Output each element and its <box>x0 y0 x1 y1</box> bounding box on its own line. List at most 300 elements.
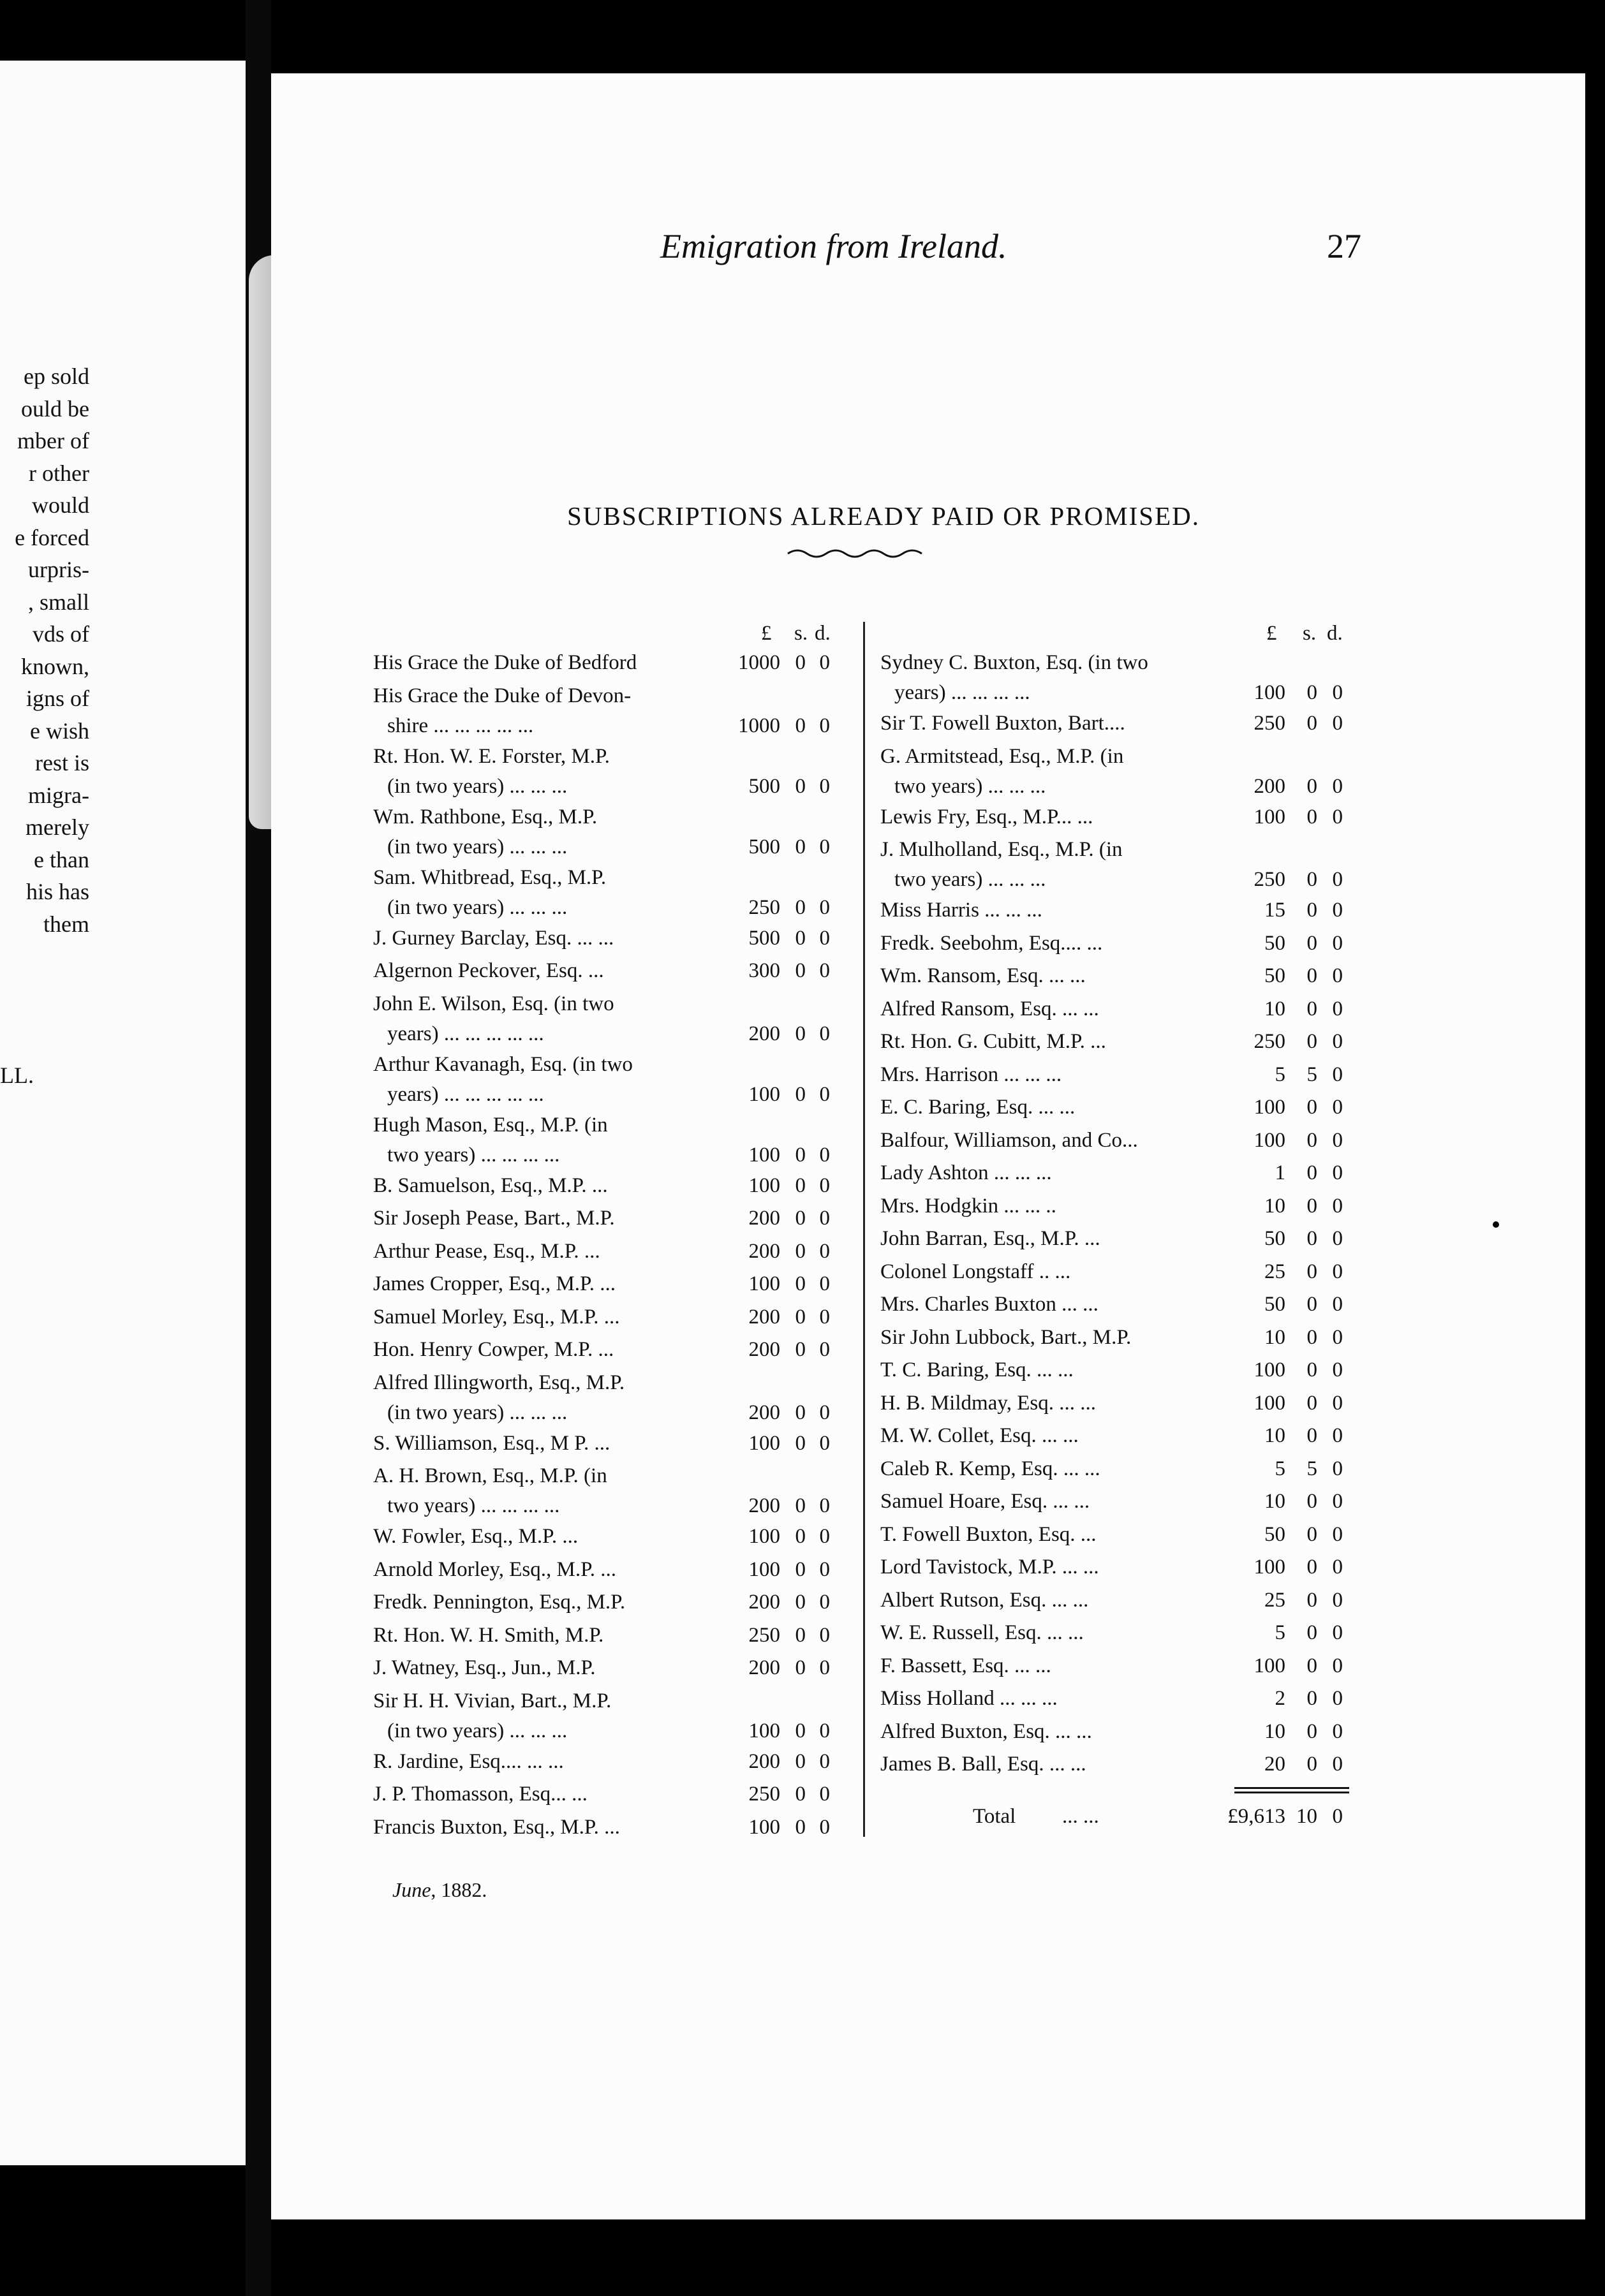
subscriber-row <box>880 1424 1378 1457</box>
subscriber-row <box>373 1306 861 1339</box>
amount-shillings: 0 <box>1306 1588 1317 1612</box>
amount-pounds: 10 <box>1264 997 1285 1020</box>
amount-pounds: 250 <box>1254 868 1285 891</box>
amount-pounds: 100 <box>748 1525 780 1548</box>
amount-shillings: 0 <box>795 926 806 950</box>
amount-pounds: 100 <box>748 1557 780 1581</box>
amount-shillings: 0 <box>795 1623 806 1647</box>
amount-shillings: 0 <box>1306 774 1317 798</box>
amount-pounds: 200 <box>748 1022 780 1045</box>
amount-pence: 0 <box>819 1591 830 1614</box>
subscriber-name: Francis Buxton, Esq., M.P. ... <box>373 1815 620 1839</box>
amount-pence: 0 <box>1332 1030 1343 1053</box>
amount-pence: 0 <box>1332 899 1343 922</box>
amount-pounds: 250 <box>1254 1030 1285 1053</box>
subscriber-row <box>373 1558 861 1591</box>
amount-pounds: 200 <box>748 1207 780 1230</box>
amount-pounds: 100 <box>748 1815 780 1839</box>
subscriber-name: W. E. Russell, Esq. ... ... <box>880 1621 1084 1644</box>
subscriber-name: John E. Wilson, Esq. (in two <box>373 992 614 1015</box>
subscriber-row <box>373 651 861 684</box>
amount-shillings: 0 <box>795 1022 806 1045</box>
left-page-line: , small <box>28 589 89 615</box>
pence-header: d. <box>1327 622 1343 645</box>
amount-pence: 0 <box>819 895 830 919</box>
subscriber-name: Rt. Hon. W. H. Smith, M.P. <box>373 1623 604 1647</box>
subscriber-name: Albert Rutson, Esq. ... ... <box>880 1588 1089 1612</box>
subscriber-name: Lady Ashton ... ... ... <box>880 1161 1052 1184</box>
subscriber-row <box>373 959 861 992</box>
amount-pounds: 10 <box>1264 1194 1285 1218</box>
subscriber-name: Caleb R. Kemp, Esq. ... ... <box>880 1457 1100 1480</box>
amount-pence: 0 <box>819 1272 830 1295</box>
subscriber-name: H. B. Mildmay, Esq. ... ... <box>880 1391 1096 1415</box>
total-pounds: £9,613 <box>1227 1805 1285 1828</box>
amount-shillings: 0 <box>1306 997 1317 1020</box>
subscriber-row <box>373 1207 861 1240</box>
subscriber-name: Sir Joseph Pease, Bart., M.P. <box>373 1207 615 1230</box>
running-title: Emigration from Ireland. <box>660 227 1007 265</box>
left-page-ll: LL. <box>0 1063 34 1088</box>
subscriber-row <box>373 1240 861 1273</box>
amount-shillings: 0 <box>1306 868 1317 891</box>
amount-shillings: 0 <box>1306 899 1317 922</box>
amount-pence: 0 <box>819 1749 830 1773</box>
amount-pounds: 1000 <box>738 651 780 674</box>
subscriber-row <box>880 932 1378 965</box>
amount-shillings: 0 <box>795 1305 806 1328</box>
amount-shillings: 0 <box>795 1557 806 1581</box>
date-line <box>392 1878 487 1902</box>
ink-speck <box>1493 1221 1499 1228</box>
subscriber-row <box>880 806 1378 839</box>
amount-shillings: 0 <box>795 1174 806 1197</box>
subscriber-name: Sir John Lubbock, Bart., M.P. <box>880 1325 1132 1349</box>
amount-pounds: 10 <box>1264 1424 1285 1447</box>
subscriber-name: Hugh Mason, Esq., M.P. (in <box>373 1113 608 1137</box>
subscriber-name: J. Watney, Esq., Jun., M.P. <box>373 1656 596 1679</box>
amount-shillings: 0 <box>1306 1719 1317 1743</box>
amount-shillings: 0 <box>1306 1391 1317 1415</box>
shillings-header: s. <box>1303 622 1317 645</box>
amount-pounds: 100 <box>1254 1391 1285 1415</box>
amount-pounds: 100 <box>1254 1358 1285 1381</box>
subscriber-name: Hon. Henry Cowper, M.P. ... <box>373 1338 614 1361</box>
subscriber-row <box>373 1783 861 1816</box>
amount-shillings: 0 <box>795 774 806 798</box>
subscriber-name: Miss Harris ... ... ... <box>880 899 1042 922</box>
left-page-text <box>0 360 89 940</box>
amount-shillings: 0 <box>1306 1096 1317 1119</box>
subscriber-name: Wm. Rathbone, Esq., M.P. <box>373 805 598 828</box>
subscriber-row <box>880 1161 1378 1195</box>
amount-shillings: 0 <box>795 1143 806 1166</box>
amount-pence: 0 <box>819 1494 830 1517</box>
amount-pence: 0 <box>1332 1194 1343 1218</box>
left-page-line: rest is <box>35 750 89 776</box>
subscriber-name: Arnold Morley, Esq., M.P. ... <box>373 1557 617 1581</box>
subscriber-row <box>373 1114 861 1174</box>
amount-pence: 0 <box>1332 1424 1343 1447</box>
left-page-line: known, <box>21 653 89 679</box>
amount-pounds: 250 <box>1254 712 1285 735</box>
amount-shillings: 0 <box>795 835 806 858</box>
subscriber-name: Sam. Whitbread, Esq., M.P. <box>373 865 607 889</box>
left-page-line: migra- <box>28 782 89 808</box>
amount-pence: 0 <box>1332 1260 1343 1283</box>
subscriber-name: W. Fowler, Esq., M.P. ... <box>373 1525 579 1548</box>
subscriber-name: John Barran, Esq., M.P. ... <box>880 1227 1100 1250</box>
amount-pounds: 100 <box>1254 805 1285 828</box>
right-rows <box>880 651 1378 1786</box>
subscriber-row <box>373 806 861 866</box>
left-rows <box>373 651 861 1848</box>
subscriber-row <box>373 745 861 806</box>
left-page-line: mber of <box>17 428 89 453</box>
amount-pence: 0 <box>1332 1227 1343 1250</box>
subscriber-name: T. Fowell Buxton, Esq. ... <box>880 1522 1097 1546</box>
amount-shillings: 0 <box>795 1783 806 1806</box>
amount-shillings: 0 <box>1306 931 1317 955</box>
subscriber-row <box>373 1053 861 1114</box>
amount-shillings: 0 <box>1306 1030 1317 1053</box>
amount-pence: 0 <box>1332 1654 1343 1677</box>
subscriber-row <box>373 1338 861 1371</box>
subscriber-name: Wm. Ransom, Esq. ... ... <box>880 964 1086 987</box>
amount-pounds: 500 <box>748 835 780 858</box>
amount-pounds: 100 <box>748 1272 780 1295</box>
subscriber-name: Fredk. Pennington, Esq., M.P. <box>373 1591 626 1614</box>
subscriber-name: James B. Ball, Esq. ... ... <box>880 1753 1086 1776</box>
left-page-line: his has <box>26 879 89 904</box>
amount-pence: 0 <box>1332 1556 1343 1578</box>
subscriber-name: Sydney C. Buxton, Esq. (in two <box>880 651 1148 674</box>
amount-pounds: 100 <box>1254 1096 1285 1119</box>
amount-pounds: 50 <box>1264 1522 1285 1546</box>
amount-pounds: 50 <box>1264 1227 1285 1250</box>
subscriber-name-continued: two years) ... ... ... <box>894 868 1046 891</box>
section-title: SUBSCRIPTIONS ALREADY PAID OR PROMISED. <box>567 501 1200 531</box>
subscriber-row <box>373 684 861 745</box>
amount-shillings: 0 <box>795 1591 806 1614</box>
subscriber-name: Mrs. Charles Buxton ... ... <box>880 1293 1098 1316</box>
amount-shillings: 0 <box>1306 1325 1317 1349</box>
left-page-line: ep sold <box>24 364 89 389</box>
amount-pence: 0 <box>1332 1063 1343 1086</box>
amount-pence: 0 <box>819 1525 830 1548</box>
column-header <box>373 622 861 651</box>
amount-pence: 0 <box>819 1239 830 1263</box>
subscriptions-left-column <box>373 622 861 1848</box>
amount-pounds: 100 <box>748 1719 780 1742</box>
subscriber-name: Mrs. Harrison ... ... ... <box>880 1063 1062 1086</box>
amount-pence: 0 <box>819 1815 830 1839</box>
amount-shillings: 0 <box>795 1749 806 1773</box>
total-rule <box>1234 1787 1349 1793</box>
amount-pounds: 100 <box>1254 681 1285 704</box>
subscriber-name: J. P. Thomasson, Esq... ... <box>373 1783 588 1806</box>
amount-pence: 0 <box>1332 1687 1343 1710</box>
subscriber-row <box>880 1589 1378 1622</box>
flourish-ornament <box>785 547 925 560</box>
column-header <box>880 622 1378 651</box>
amount-shillings: 0 <box>1306 1522 1317 1546</box>
subscriber-name: Mrs. Hodgkin ... ... .. <box>880 1194 1056 1218</box>
amount-pounds: 50 <box>1264 1293 1285 1316</box>
amount-pence: 0 <box>1332 1719 1343 1743</box>
amount-shillings: 0 <box>1306 964 1317 987</box>
subscriber-name-continued: (in two years) ... ... ... <box>387 835 568 858</box>
subscriber-row <box>880 899 1378 932</box>
amount-shillings: 0 <box>795 651 806 674</box>
amount-pence: 0 <box>819 1174 830 1197</box>
amount-shillings: 0 <box>1306 1621 1317 1644</box>
amount-pounds: 2 <box>1275 1687 1285 1710</box>
amount-pounds: 50 <box>1264 931 1285 955</box>
subscriber-name: Rt. Hon. G. Cubitt, M.P. ... <box>880 1030 1106 1053</box>
left-page-line: would <box>32 492 89 518</box>
amount-pence: 0 <box>819 774 830 798</box>
amount-shillings: 0 <box>1306 1227 1317 1250</box>
amount-pence: 0 <box>1332 805 1343 828</box>
amount-pence: 0 <box>1332 964 1343 987</box>
subscriber-row <box>880 1195 1378 1228</box>
subscriber-name: James Cropper, Esq., M.P. ... <box>373 1272 616 1295</box>
amount-pounds: 100 <box>748 1431 780 1455</box>
subscriber-row <box>880 1720 1378 1753</box>
amount-pence: 0 <box>819 1656 830 1679</box>
subscriber-name-continued: (in two years) ... ... ... <box>387 774 568 798</box>
amount-pence: 0 <box>819 1719 830 1742</box>
amount-pence: 0 <box>1332 774 1343 798</box>
amount-shillings: 0 <box>1306 1687 1317 1710</box>
amount-pounds: 50 <box>1264 964 1285 987</box>
subscriber-row <box>880 1523 1378 1556</box>
subscriber-name: M. W. Collet, Esq. ... ... <box>880 1424 1079 1447</box>
subscriber-name-continued: two years) ... ... ... ... <box>387 1143 560 1166</box>
subscriber-name: Arthur Kavanagh, Esq. (in two <box>373 1052 633 1076</box>
total-row <box>880 1805 1378 1837</box>
subscriber-row <box>373 1656 861 1689</box>
left-page-line: r other <box>29 460 89 486</box>
amount-pounds: 200 <box>748 1338 780 1361</box>
pounds-header: £ <box>1266 622 1277 645</box>
amount-pence: 0 <box>819 1557 830 1581</box>
amount-pence: 0 <box>1332 1096 1343 1119</box>
subscriber-row <box>880 1753 1378 1786</box>
amount-pence: 0 <box>819 1143 830 1166</box>
subscriber-name: Alfred Ransom, Esq. ... ... <box>880 997 1099 1020</box>
amount-pounds: 1 <box>1275 1161 1285 1184</box>
amount-shillings: 0 <box>1306 1490 1317 1513</box>
subscriber-row <box>880 1129 1378 1162</box>
amount-shillings: 0 <box>795 895 806 919</box>
subscriber-name: Rt. Hon. W. E. Forster, M.P. <box>373 744 610 768</box>
subscriber-name-continued: (in two years) ... ... ... <box>387 1719 568 1742</box>
subscriber-name: Samuel Morley, Esq., M.P. ... <box>373 1305 620 1328</box>
left-page-line: e wish <box>30 718 89 744</box>
amount-shillings: 0 <box>1306 1260 1317 1283</box>
subscriber-row <box>880 1227 1378 1260</box>
amount-pounds: 10 <box>1264 1490 1285 1513</box>
amount-shillings: 0 <box>1306 1161 1317 1184</box>
subscriber-row <box>880 1326 1378 1359</box>
amount-shillings: 0 <box>795 959 806 982</box>
subscriber-name: Samuel Hoare, Esq. ... ... <box>880 1490 1090 1513</box>
subscriber-name: Arthur Pease, Esq., M.P. ... <box>373 1239 600 1263</box>
amount-pounds: 5 <box>1275 1063 1285 1086</box>
subscriber-name: B. Samuelson, Esq., M.P. ... <box>373 1174 608 1197</box>
subscriber-row <box>880 1556 1378 1589</box>
subscriber-row <box>880 745 1378 806</box>
left-page-line: them <box>43 911 89 937</box>
subscriber-name: A. H. Brown, Esq., M.P. (in <box>373 1464 607 1487</box>
subscriber-name: Alfred Illingworth, Esq., M.P. <box>373 1371 625 1394</box>
amount-pounds: 15 <box>1264 899 1285 922</box>
subscriber-row <box>880 1490 1378 1523</box>
subscriber-row <box>373 1624 861 1657</box>
subscriber-name: His Grace the Duke of Bedford <box>373 651 637 674</box>
date-year: , 1882. <box>431 1878 487 1901</box>
amount-shillings: 0 <box>1306 1654 1317 1677</box>
amount-pence: 0 <box>1332 1490 1343 1513</box>
amount-pounds: 5 <box>1275 1621 1285 1644</box>
amount-pounds: 200 <box>748 1305 780 1328</box>
subscriber-row <box>880 1457 1378 1490</box>
amount-shillings: 0 <box>795 1401 806 1424</box>
amount-shillings: 0 <box>795 1272 806 1295</box>
subscriber-name-continued: two years) ... ... ... <box>894 774 1046 798</box>
subscriber-row <box>880 1621 1378 1654</box>
subscriber-name-continued: (in two years) ... ... ... <box>387 895 568 919</box>
subscriber-name: Lewis Fry, Esq., M.P... ... <box>880 805 1093 828</box>
amount-shillings: 0 <box>1306 1424 1317 1447</box>
amount-pounds: 25 <box>1264 1588 1285 1612</box>
amount-pence: 0 <box>1332 1293 1343 1316</box>
subscriber-name: R. Jardine, Esq.... ... ... <box>373 1749 564 1773</box>
amount-pence: 0 <box>819 1401 830 1424</box>
subscriber-row <box>373 1689 861 1750</box>
left-page-line: urpris- <box>28 557 89 582</box>
subscriber-row <box>373 1371 861 1432</box>
amount-pence: 0 <box>819 1022 830 1045</box>
amount-pence: 0 <box>1332 1753 1343 1776</box>
subscriber-name: T. C. Baring, Esq. ... ... <box>880 1358 1074 1381</box>
subscriber-row <box>880 997 1378 1031</box>
subscriber-row <box>880 964 1378 997</box>
subscriber-row <box>880 712 1378 745</box>
amount-pounds: 10 <box>1264 1719 1285 1743</box>
amount-pounds: 200 <box>748 1494 780 1517</box>
amount-shillings: 0 <box>795 1338 806 1361</box>
subscriber-row <box>880 1654 1378 1688</box>
subscriber-name: Fredk. Seebohm, Esq.... ... <box>880 931 1103 955</box>
amount-pence: 0 <box>819 1783 830 1806</box>
amount-shillings: 0 <box>795 1431 806 1455</box>
subscriber-row <box>880 1063 1378 1096</box>
page-number: 27 <box>1327 227 1361 265</box>
amount-pence: 0 <box>1332 1128 1343 1152</box>
amount-pounds: 5 <box>1275 1457 1285 1480</box>
amount-pence: 0 <box>1332 997 1343 1020</box>
left-page-line: vds of <box>33 621 89 647</box>
amount-pence: 0 <box>819 835 830 858</box>
subscriber-name: Miss Holland ... ... ... <box>880 1687 1058 1710</box>
left-page-line: e forced <box>15 524 89 550</box>
amount-pounds: 200 <box>748 1656 780 1679</box>
total-dots: ... ... <box>1062 1805 1099 1828</box>
amount-shillings: 0 <box>795 1656 806 1679</box>
subscriber-name: Balfour, Williamson, and Co... <box>880 1128 1138 1152</box>
amount-shillings: 5 <box>1306 1063 1317 1086</box>
amount-pence: 0 <box>1332 681 1343 704</box>
amount-pounds: 100 <box>748 1082 780 1106</box>
total-label: Total <box>973 1805 1016 1828</box>
amount-shillings: 0 <box>795 714 806 737</box>
subscriber-row <box>373 1174 861 1207</box>
amount-shillings: 0 <box>795 1494 806 1517</box>
date-month: June <box>392 1878 431 1901</box>
subscriber-row <box>880 651 1378 712</box>
subscriber-name-continued: shire ... ... ... ... ... <box>387 714 534 737</box>
amount-shillings: 0 <box>1306 1128 1317 1152</box>
amount-pence: 0 <box>1332 931 1343 955</box>
subscriber-name: J. Mulholland, Esq., M.P. (in <box>880 838 1123 861</box>
amount-pence: 0 <box>1332 868 1343 891</box>
amount-pence: 0 <box>819 1305 830 1328</box>
subscriber-row <box>880 1293 1378 1326</box>
amount-pounds: 200 <box>748 1591 780 1614</box>
pounds-header: £ <box>761 622 772 645</box>
amount-pence: 0 <box>819 714 830 737</box>
subscriber-name: Sir H. H. Vivian, Bart., M.P. <box>373 1689 612 1712</box>
subscriber-row <box>880 1687 1378 1720</box>
amount-shillings: 0 <box>795 1082 806 1106</box>
amount-pence: 0 <box>1332 1358 1343 1381</box>
subscriber-row <box>373 1750 861 1783</box>
shillings-header: s. <box>794 622 808 645</box>
left-page-line: e than <box>34 846 89 872</box>
amount-shillings: 0 <box>1306 1194 1317 1218</box>
amount-pounds: 100 <box>1254 1654 1285 1677</box>
amount-pounds: 250 <box>748 1783 780 1806</box>
subscriber-row <box>880 1358 1378 1392</box>
amount-pounds: 25 <box>1264 1260 1285 1283</box>
amount-pounds: 100 <box>748 1143 780 1166</box>
subscriber-row <box>880 1392 1378 1425</box>
amount-pence: 0 <box>1332 1391 1343 1415</box>
subscriber-row <box>373 1464 861 1525</box>
total-shillings: 10 <box>1296 1805 1317 1828</box>
subscriber-name-continued: (in two years) ... ... ... <box>387 1401 568 1424</box>
amount-shillings: 0 <box>795 1525 806 1548</box>
subscriptions-right-column <box>880 622 1378 1786</box>
subscriber-name-continued: two years) ... ... ... ... <box>387 1494 560 1517</box>
subscriber-name: G. Armitstead, Esq., M.P. (in <box>880 744 1124 768</box>
left-page-line: igns of <box>26 686 89 711</box>
subscriber-row <box>373 992 861 1053</box>
amount-shillings: 0 <box>795 1239 806 1263</box>
subscriber-name-continued: years) ... ... ... ... <box>894 681 1030 704</box>
amount-pence: 0 <box>1332 1522 1343 1546</box>
amount-pounds: 250 <box>748 895 780 919</box>
amount-pounds: 1000 <box>738 714 780 737</box>
amount-shillings: 0 <box>795 1207 806 1230</box>
amount-shillings: 5 <box>1306 1457 1317 1480</box>
subscriber-name: J. Gurney Barclay, Esq. ... ... <box>373 926 614 950</box>
amount-pounds: 10 <box>1264 1325 1285 1349</box>
subscriber-row <box>373 927 861 960</box>
